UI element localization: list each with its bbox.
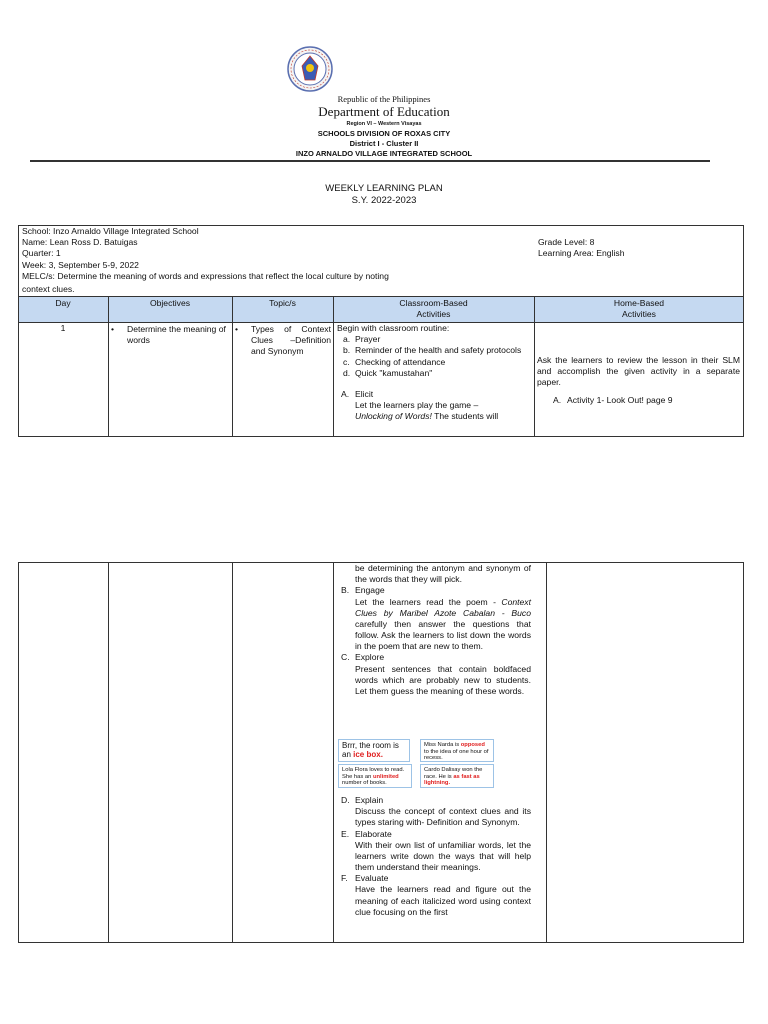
row2-classroom-activities-cont: D. Explain Discuss the concept of context clues and its types staring with- Definition and Synonym. E. Elaborate With their own list of unfamiliar words, let the learners write down the ways that will help them understand their meanings. F. Evaluate Have the learners read and figure out the meaning of each italicized word using context clue focusing on the first — [341, 795, 531, 917]
row2-classroom-activities: be determining the antonym and synonym of the words that they will pick. B. Engage Let the learners read the poem - Context Clues by Maribel Azote Cabalan - Buco carefully then answer the questions that follow. Ask the learners to list down the words in the poem that are new to them. C. Explore Present sentences that contain boldfaced words which are probably new to students. Let them guess the meaning of these words. — [341, 563, 531, 696]
info-school: School: Inzo Arnaldo Village Integrated School — [22, 226, 199, 236]
row1-topic: • Types of Context Clues –Definition and Synonym — [235, 324, 331, 357]
republic-text: Republic of the Philippines — [337, 94, 431, 104]
col-topics: Topic/s — [269, 298, 296, 308]
school-header: INZO ARNALDO VILLAGE INTEGRATED SCHOOL — [295, 149, 473, 158]
district-text: District I - Cluster II — [349, 139, 419, 148]
col-home: Home-Based Activities — [613, 298, 665, 320]
row1-objective: • Determine the meaning of words — [111, 324, 226, 346]
example-card-ice-box: Brrr, the room is an ice box. — [338, 739, 410, 762]
example-card-lightning: Cardo Dalisay won the race. He is as fast as lightning. — [420, 764, 494, 788]
info-learning-area: Learning Area: English — [538, 248, 625, 258]
region-text: Region VI – Western Visayas — [346, 121, 422, 127]
row1-classroom-activities: Begin with classroom routine: a. Prayer b. Reminder of the health and safety protocols c. Checking of attendance d. Quick "kamustahan" A. Elicit Let the learners play the game – Unlocking of Words! The students will — [337, 323, 522, 422]
school-year: S.Y. 2022-2023 — [351, 195, 417, 206]
division-text: SCHOOLS DIVISION OF ROXAS CITY — [317, 129, 451, 138]
department-name: Department of Education — [318, 104, 450, 119]
info-week: Week: 3, September 5-9, 2022 — [22, 260, 139, 270]
deped-seal-icon — [287, 46, 333, 92]
info-name: Name: Lean Ross D. Batuigas — [22, 237, 138, 247]
plan-title: WEEKLY LEARNING PLAN — [325, 183, 443, 194]
example-card-opposed: Miss Narda is opposed to the idea of one hour of recess. — [420, 739, 494, 762]
example-card-unlimited: Lola Flora loves to read. She has an unlimited number of books. — [338, 764, 412, 788]
info-melc-cont: context clues. — [22, 284, 75, 294]
info-grade-level: Grade Level: 8 — [538, 237, 595, 247]
row1-home-activities: Ask the learners to review the lesson in their SLM and accomplish the given activity in a separate paper. A. Activity 1- Look Out! page 9 — [537, 355, 740, 405]
info-quarter: Quarter: 1 — [22, 248, 61, 258]
row1-day: 1 — [60, 323, 66, 333]
col-objectives: Objectives — [149, 298, 191, 308]
info-melc: MELC/s: Determine the meaning of words and expressions that reflect the local culture by noting — [22, 271, 389, 281]
header-divider — [30, 160, 710, 162]
col-classroom: Classroom-Based Activities — [399, 298, 468, 320]
col-day: Day — [55, 298, 71, 308]
